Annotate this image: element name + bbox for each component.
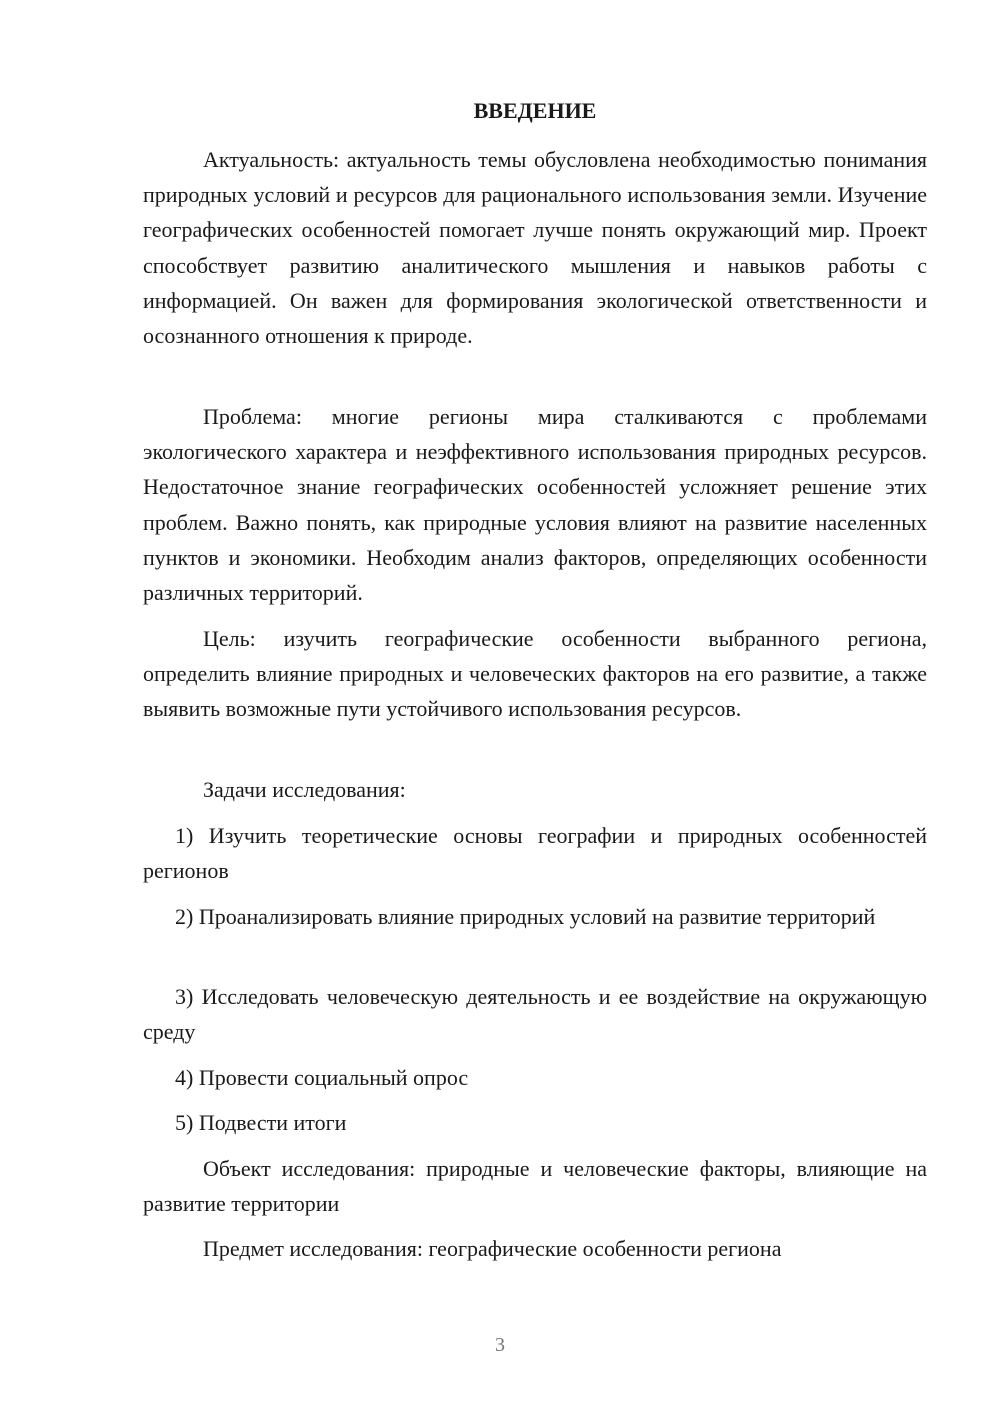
task-item-3: 3) Исследовать человеческую деятельность и ее воздействие на окружающую среду — [143, 984, 927, 1045]
tasks-title: Задачи исследования: — [203, 777, 406, 802]
goal-paragraph: Цель: изучить географические особенности выбранного региона, определить влияние природных и человеческих факторов на его развитие, а также выявить возможные пути устойчивого использования ресурсов. — [143, 626, 927, 722]
subject-paragraph: Предмет исследования: географические особенности региона — [203, 1236, 782, 1261]
page-number: 3 — [495, 1334, 505, 1356]
problem-paragraph: Проблема: многие регионы мира сталкиваются с проблемами экологического характера и неэффективного использования природных ресурсов. Недостаточное знание географических особенностей усложняет решение этих проблем. Важно понять, как природные условия влияют на развитие населенных пунктов и экономики. Необходим анализ факторов, определяющих особенности различных территорий. — [143, 404, 927, 606]
relevance-paragraph: Актуальность: актуальность темы обусловлена необходимостью понимания природных условий и ресурсов для рационального использования земли. Изучение географических особенностей помогает лучше понять окружающий мир. Проект способствует развитию аналитического мышления и навыков работы с информацией. Он важен для формирования экологической ответственности и осознанного отношения к природе. — [143, 147, 927, 349]
task-item-1: 1) Изучить теоретические основы географии и природных особенностей регионов — [143, 823, 927, 884]
page-title: ВВЕДЕНИЕ — [473, 98, 597, 123]
task-item-4: 4) Провести социальный опрос — [175, 1065, 469, 1090]
task-item-2: 2) Проанализировать влияние природных условий на развитие территорий — [175, 904, 876, 929]
object-paragraph: Объект исследования: природные и человеческие факторы, влияющие на развитие территории — [143, 1156, 927, 1217]
task-item-5: 5) Подвести итоги — [175, 1110, 347, 1135]
